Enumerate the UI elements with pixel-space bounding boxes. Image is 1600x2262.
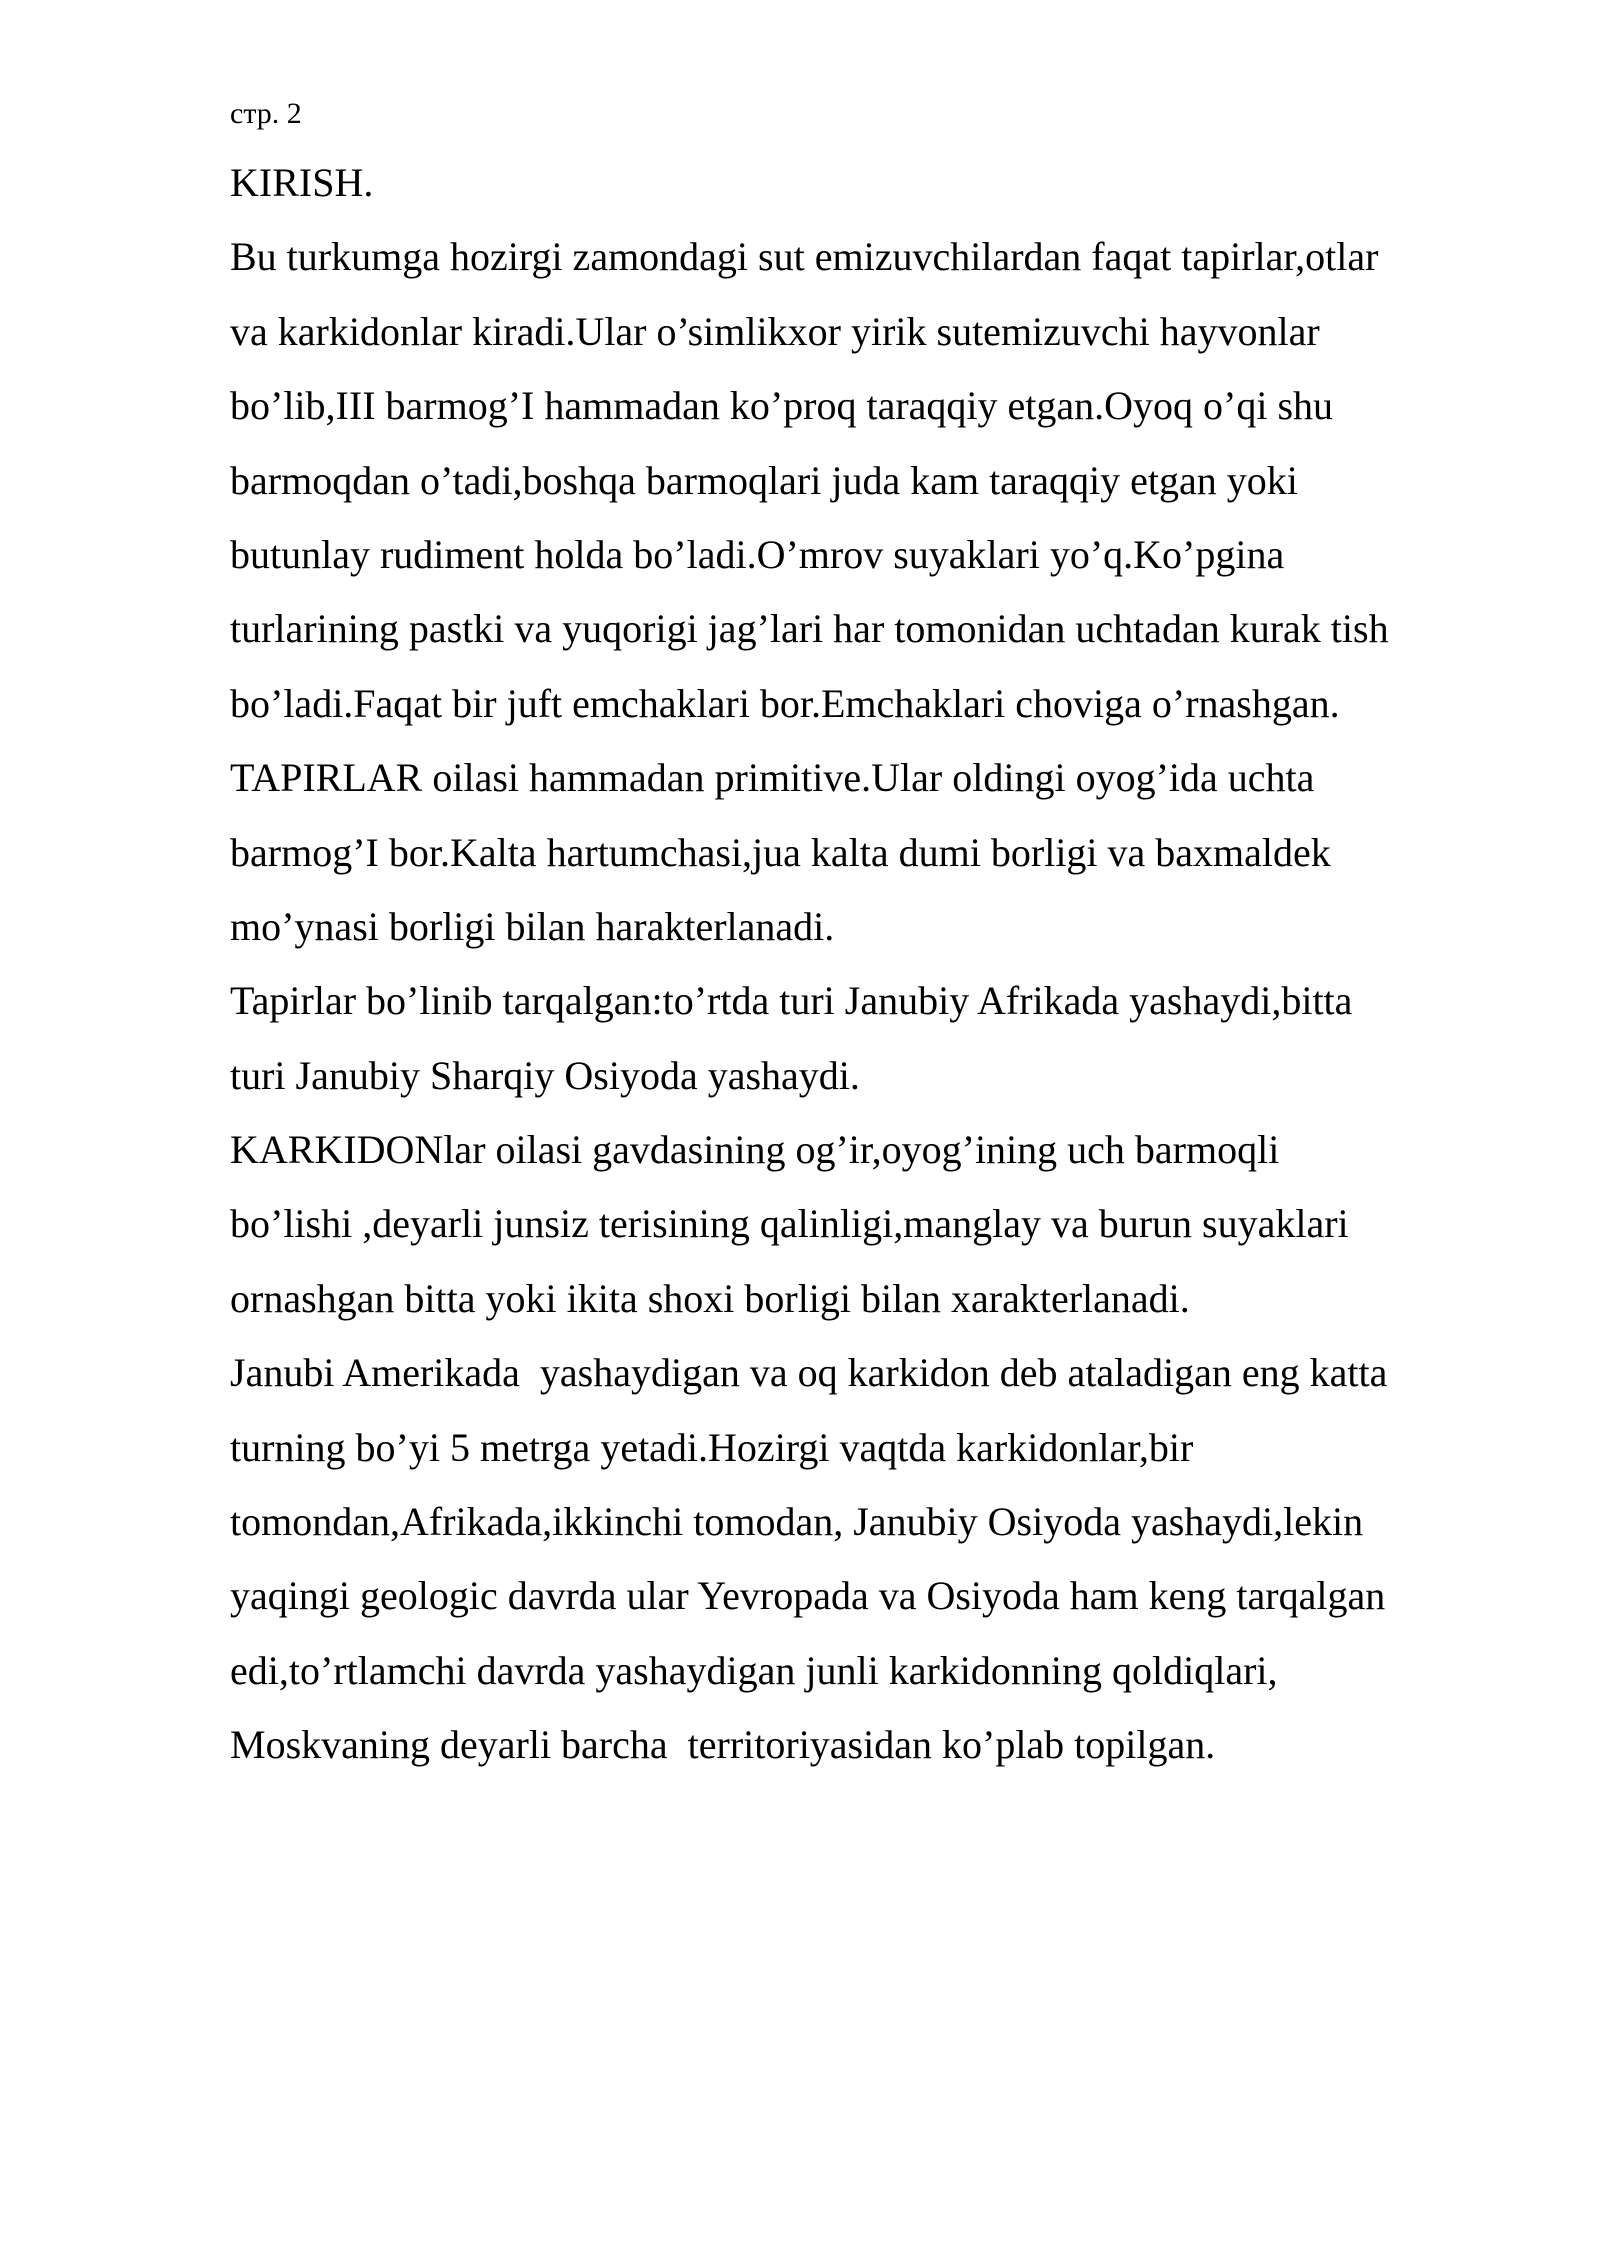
heading-kirish: KIRISH. [230, 160, 374, 205]
text-line: edi,to’rtlamchi davrda yashaydigan junli karkidonning qoldiqlari, [230, 1647, 1278, 1693]
text-line: barmoqdan o’tadi,boshqa barmoqlari juda kam taraqqiy etgan yoki [230, 457, 1298, 503]
text-line: turning bo’yi 5 metrga yetadi.Hozirgi vaqtda karkidonlar,bir [230, 1424, 1194, 1470]
text-line: va karkidonlar kiradi.Ular o’simlikxor yirik sutemizuvchi hayvonlar [230, 308, 1320, 354]
document-body [230, 146, 1550, 1783]
text-line: Moskvaning deyarli barcha territoriyasidan ko’plab topilgan. [230, 1722, 1216, 1768]
text-line: bo’lib,III barmog’I hammadan ko’proq taraqqiy etgan.Oyoq o’qi shu [230, 383, 1334, 429]
text-line: turlarining pastki va yuqorigi jag’lari har tomonidan uchtadan kurak tish [230, 606, 1389, 652]
text-line: TAPIRLAR oilasi hammadan primitive.Ular oldingi oyog’ida uchta [230, 755, 1315, 801]
text-line: yaqingi geologic davrda ular Yevropada va Osiyoda ham keng tarqalgan [230, 1573, 1386, 1619]
text-line: KARKIDONlar oilasi gavdasining og’ir,oyog’ining uch barmoqli [230, 1127, 1280, 1173]
text-line: turi Janubiy Sharqiy Osiyoda yashaydi. [230, 1052, 860, 1098]
text-line: ornashgan bitta yoki ikita shoxi borligi bilan xarakterlanadi. [230, 1275, 1190, 1321]
text-line: tomondan,Afrikada,ikkinchi tomodan, Janubiy Osiyoda yashaydi,lekin [230, 1499, 1364, 1545]
text-line: bo’lishi ,deyarli junsiz terisining qalinligi,manglay va burun suyaklari [230, 1201, 1349, 1247]
text-line: bo’ladi.Faqat bir juft emchaklari bor.Emchaklari choviga o’rnashgan. [230, 680, 1340, 726]
page-number: стр. 2 [230, 97, 302, 130]
text-line: Bu turkumga hozirgi zamondagi sut emizuvchilardan faqat tapirlar,otlar [230, 234, 1379, 280]
text-line: Janubi Amerikada yashaydigan va oq karkidon deb ataladigan eng katta [230, 1350, 1388, 1396]
text-line: barmog’I bor.Kalta hartumchasi,jua kalta dumi borligi va baxmaldek [230, 829, 1331, 875]
text-line: Tapirlar bo’linib tarqalgan:to’rtda turi Janubiy Afrikada yashaydi,bitta [230, 978, 1353, 1024]
text-line: butunlay rudiment holda bo’ladi.O’mrov suyaklari yo’q.Ko’pgina [230, 531, 1285, 577]
text-line: mo’ynasi borligi bilan harakterlanadi. [230, 903, 835, 949]
